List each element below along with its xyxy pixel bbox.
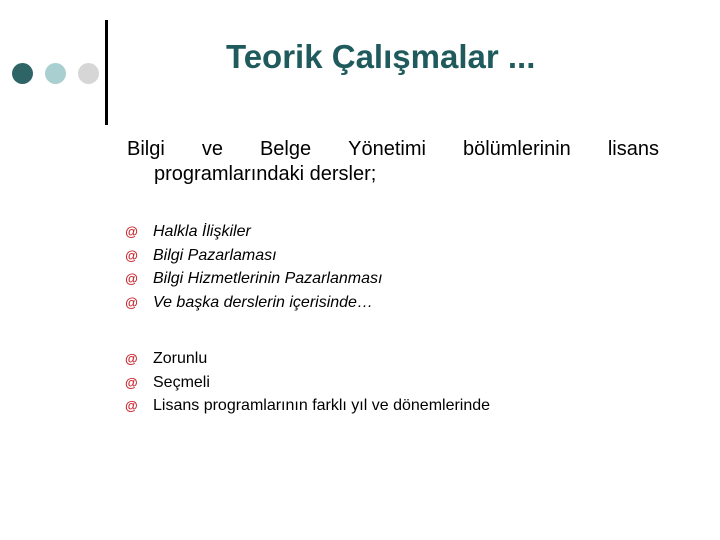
at-sign-bullet-icon: @ bbox=[125, 271, 138, 286]
intro-text bbox=[127, 137, 659, 187]
vertical-divider bbox=[105, 20, 108, 125]
at-sign-bullet-icon: @ bbox=[125, 351, 138, 366]
list-item-text: Bilgi Hizmetlerinin Pazarlanması bbox=[153, 270, 383, 287]
list-item bbox=[125, 394, 490, 418]
list-item bbox=[125, 347, 490, 371]
list-item bbox=[125, 267, 382, 291]
list-item-text: Seçmeli bbox=[153, 373, 210, 391]
list-item-text: Lisans programlarının farklı yıl ve dönemlerinde bbox=[153, 397, 491, 414]
at-sign-bullet-icon: @ bbox=[125, 294, 138, 310]
at-sign-bullet-icon: @ bbox=[125, 247, 138, 263]
intro-word: Bilgi bbox=[127, 138, 165, 160]
intro-word: bölümlerinin bbox=[462, 138, 571, 160]
course-type-list bbox=[125, 347, 490, 418]
intro-line-1 bbox=[127, 137, 659, 162]
at-sign-bullet-icon: @ bbox=[125, 398, 138, 413]
dot-grey bbox=[78, 63, 99, 84]
list-item bbox=[125, 220, 382, 244]
at-sign-bullet-icon: @ bbox=[125, 224, 138, 239]
list-item-text: Halkla İlişkiler bbox=[153, 223, 251, 240]
dot-dark bbox=[12, 63, 33, 84]
course-list bbox=[125, 220, 382, 314]
list-item bbox=[125, 244, 382, 268]
list-item-text: Ve başka derslerin içerisinde… bbox=[153, 293, 373, 311]
intro-line-2: programlarındaki dersler; bbox=[154, 163, 377, 185]
list-item bbox=[125, 291, 382, 315]
list-item-text: Bilgi Pazarlaması bbox=[153, 246, 277, 264]
at-sign-bullet-icon: @ bbox=[125, 374, 138, 390]
dot-light bbox=[45, 63, 66, 84]
list-item-text: Zorunlu bbox=[153, 350, 208, 367]
intro-word: lisans bbox=[607, 138, 659, 160]
intro-word: ve bbox=[201, 138, 223, 160]
slide-title: Teorik Çalışmalar ... bbox=[226, 38, 536, 75]
list-item bbox=[125, 371, 490, 395]
intro-word: Belge bbox=[259, 138, 312, 160]
intro-word: Yönetimi bbox=[348, 138, 426, 160]
